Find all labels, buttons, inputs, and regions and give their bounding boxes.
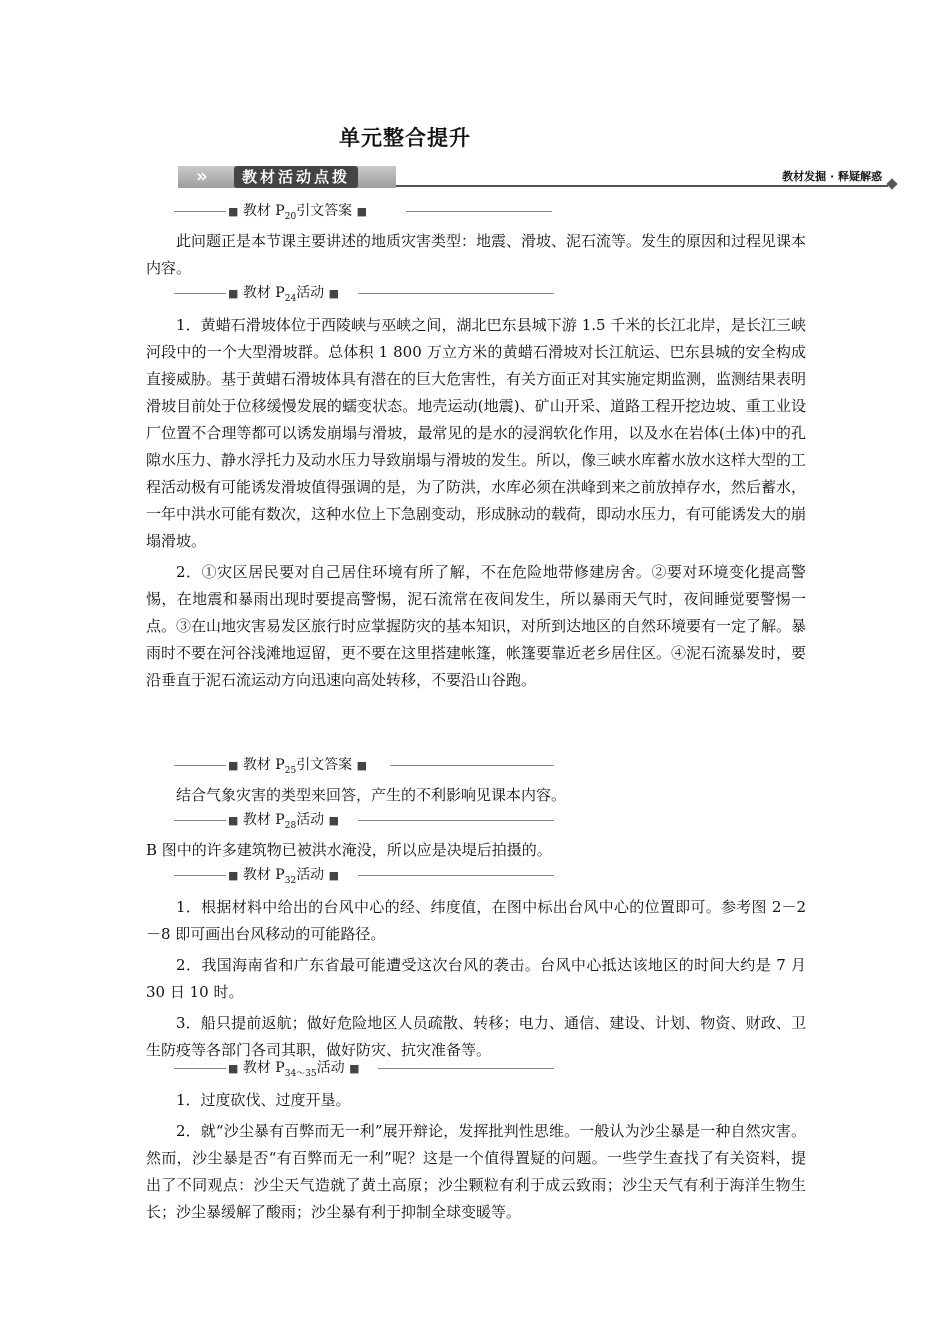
heading-sub: 20 bbox=[284, 211, 297, 222]
square-bullet-icon: ■ bbox=[356, 205, 368, 218]
paragraph: 1．根据材料中给出的台风中心的经、纬度值，在图中标出台风中心的位置即可。参考图 2－2－8 即可画出台风移动的可能路径。 bbox=[146, 898, 806, 943]
banner-label: 教材活动点拨 bbox=[234, 166, 358, 188]
square-bullet-icon: ■ bbox=[349, 1062, 360, 1075]
paragraph: 结合气象灾害的类型来回答，产生的不利影响见课本内容。 bbox=[176, 786, 567, 804]
section-banner bbox=[178, 160, 896, 190]
banner-divider bbox=[396, 185, 888, 187]
paragraph: 2．我国海南省和广东省最可能遭受这次台风的袭击。台风中心抵达该地区的时间大约是 7 月 30 日 10 时。 bbox=[146, 956, 806, 1001]
paragraph: B 图中的许多建筑物已被洪水淹没，所以应是决堤后拍摄的。 bbox=[146, 841, 552, 859]
heading-suffix: 活动 bbox=[296, 867, 325, 883]
section-heading bbox=[146, 284, 806, 302]
square-bullet-icon: ■ bbox=[328, 869, 340, 882]
square-bullet-icon: ■ bbox=[228, 205, 239, 218]
section-p28 bbox=[146, 811, 806, 864]
heading-sub: 24 bbox=[284, 293, 297, 304]
heading-prefix: 教材 P bbox=[242, 285, 285, 301]
heading-suffix: 引文答案 bbox=[296, 203, 353, 219]
heading-sub: 34～35 bbox=[284, 1068, 317, 1079]
section-p20 bbox=[146, 202, 806, 282]
paragraph: 2．就“沙尘暴有百弊而无一利”展开辩论，发挥批判性思维。一般认为沙尘暴是一种自然灾害。然而，沙尘暴是否“有百弊而无一利”呢？这是一个值得置疑的问题。一些学生查找了有关资料，提出了不同观点：沙尘天气造就了黄土高原；沙尘颗粒有利于成云致雨；沙尘天气有利于海洋生物生长；沙尘暴缓解了酸雨；沙尘暴有利于抑制全球变暖等。 bbox=[146, 1122, 806, 1221]
heading-prefix: 教材 P bbox=[242, 757, 285, 773]
square-bullet-icon: ■ bbox=[228, 287, 239, 300]
page-title: 单元整合提升 bbox=[339, 126, 471, 150]
heading-suffix: 引文答案 bbox=[296, 757, 353, 773]
heading-suffix: 活动 bbox=[316, 1060, 345, 1076]
heading-sub: 28 bbox=[284, 820, 297, 831]
section-heading bbox=[146, 756, 806, 774]
square-bullet-icon: ■ bbox=[356, 759, 368, 772]
section-heading bbox=[146, 1059, 806, 1077]
chevron-right-icon: » bbox=[196, 166, 208, 187]
paragraph: 3．船只提前返航；做好危险地区人员疏散、转移；电力、通信、建设、计划、物资、财政、卫生防疫等各部门各司其职，做好防灾、抗灾准备等。 bbox=[146, 1014, 806, 1059]
section-p32 bbox=[146, 866, 806, 1064]
heading-suffix: 活动 bbox=[296, 285, 325, 301]
section-heading bbox=[146, 202, 806, 220]
section-p25 bbox=[146, 756, 806, 809]
heading-sub: 25 bbox=[284, 765, 297, 776]
heading-suffix: 活动 bbox=[296, 812, 325, 828]
heading-prefix: 教材 P bbox=[242, 203, 285, 219]
square-bullet-icon: ■ bbox=[228, 869, 239, 882]
heading-sub: 32 bbox=[284, 875, 297, 886]
section-heading bbox=[146, 811, 806, 829]
section-heading bbox=[146, 866, 806, 884]
heading-prefix: 教材 P bbox=[242, 1060, 285, 1076]
square-bullet-icon: ■ bbox=[328, 287, 340, 300]
square-bullet-icon: ■ bbox=[328, 814, 340, 827]
square-bullet-icon: ■ bbox=[228, 759, 239, 772]
paragraph: 2．①灾区居民要对自己居住环境有所了解，不在危险地带修建房舍。②要对环境变化提高警惕，在地震和暴雨出现时要提高警惕，泥石流常在夜间发生，所以暴雨天气时，夜间睡觉要警惕一点。③在山地灾害易发区旅行时应掌握防灾的基本知识，对所到达地区的自然环境要有一定了解。暴雨时不要在河谷浅滩地逗留，更不要在这里搭建帐篷，帐篷要靠近老乡居住区。④泥石流暴发时，要沿垂直于泥石流运动方向迅速向高处转移，不要沿山谷跑。 bbox=[146, 563, 807, 689]
diamond-icon bbox=[886, 178, 897, 189]
square-bullet-icon: ■ bbox=[228, 814, 239, 827]
heading-prefix: 教材 P bbox=[242, 812, 285, 828]
banner-right-text: 教材发掘 · 释疑解惑 bbox=[782, 170, 882, 183]
heading-prefix: 教材 P bbox=[242, 867, 285, 883]
paragraph: 此问题正是本节课主要讲述的地质灾害类型：地震、滑坡、泥石流等。发生的原因和过程见课本内容。 bbox=[146, 232, 807, 277]
section-p24 bbox=[146, 284, 806, 694]
square-bullet-icon: ■ bbox=[228, 1062, 239, 1075]
paragraph: 1．黄蜡石滑坡体位于西陵峡与巫峡之间，湖北巴东县城下游 1.5 千米的长江北岸，是长江三峡河段中的一个大型滑坡群。总体积 1 800 万立方米的黄蜡石滑坡对长江航运、巴东县城的安全构成直接威胁。基于黄蜡石滑坡体具有潜在的巨大危害性，有关方面正对其实施定期监测，监测结果表明滑坡目前处于位移缓慢发展的蠕变状态。地壳运动(地震)、矿山开采、道路工程开挖边坡、重工业设厂位置不合理等都可以诱发崩塌与滑坡，最常见的是水的浸润软化作用，以及水在岩体(土体)中的孔隙水压力、静水浮托力及动水压力导致崩塌与滑坡的发生。所以，像三峡水库蓄水放水这样大型的工程活动极有可能诱发滑坡值得强调的是，为了防洪，水库必须在洪峰到来之前放掉存水，然后蓄水，一年中洪水可能有数次，这种水位上下急剧变动，形成脉动的载荷，即动水压力，有可能诱发大的崩塌滑坡。 bbox=[146, 316, 807, 550]
section-p34-35 bbox=[146, 1059, 806, 1226]
paragraph: 1．过度砍伐、过度开垦。 bbox=[176, 1091, 351, 1109]
